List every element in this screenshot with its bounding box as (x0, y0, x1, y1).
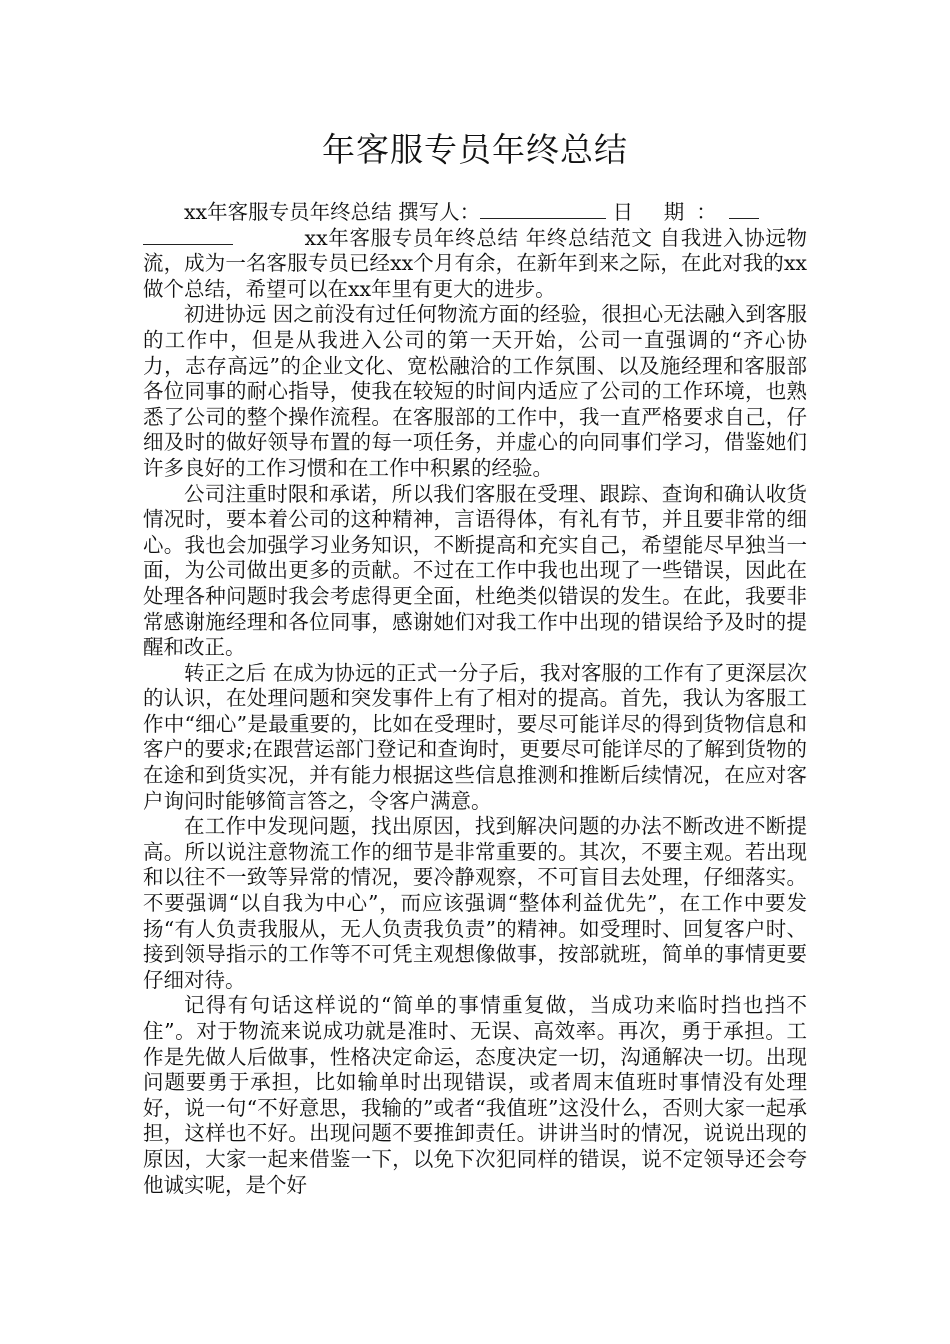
paragraph-1: 初进协远 因之前没有过任何物流方面的经验，很担心无法融入到客服的工作中，但是从我进入公司的第一天开始，公司一直强调的“齐心协力，志存高远”的企业文化、宽松融洽的工作氛围、以及施经理和客服部各位同事的耐心指导，使我在较短的时间内适应了公司的工作环境，也熟悉了公司的整个操作流程。在客服部的工作中，我一直严格要求自己，仔细及时的做好领导布置的每一项任务，并虚心的向同事们学习，借鉴她们许多良好的工作习惯和在工作中积累的经验。 (143, 302, 807, 480)
document-title: 年客服专员年终总结 (322, 130, 628, 169)
paragraph-5: 记得有句话这样说的“简单的事情重复做，当成功来临时挡也挡不住”。对于物流来说成功就是准时、无误、高效率。再次，勇于承担。工作是先做人后做事，性格决定命运，态度决定一切，沟通解决一切。出现问题要勇于承担，比如输单时出现错误，或者周末值班时事情没有处理好，说一句“不好意思，我输的”或者“我值班”这没什么，否则大家一起承担，这样也不好。出现问题不要推卸责任。讲讲当时的情况，说说出现的原因，大家一起来借鉴一下，以免下次犯同样的错误，说不定领导还会夸他诚实呢，是个好 (143, 993, 807, 1197)
document-body (143, 200, 807, 1198)
header-lead: xx年客服专员年终总结 撰写人： (184, 200, 481, 224)
paragraph-4: 在工作中发现问题，找出原因，找到解决问题的办法不断改进不断提高。所以说注意物流工作的细节是非常重要的。其次，不要主观。若出现和以往不一致等异常的情况，要冷静观察，不可盲目去处理，仔细落实。不要强调“以自我为中心”，而应该强调“整体利益优先”，在工作中要发扬“有人负责我服从，无人负责我负责”的精神。如受理时、回复客户时、接到领导指示的工作等不可凭主观想像做事，按部就班，简单的事情更要仔细对待。 (143, 814, 807, 992)
author-blank (480, 200, 606, 219)
date-label: 日 期： (612, 200, 729, 224)
intro-paragraph: xx年客服专员年终总结 年终总结范文 自我进入协远物流，成为一名客服专员已经xx个月有余，在新年到来之际，在此对我的xx做个总结，希望可以在xx年里有更大的进步。 (143, 225, 807, 301)
date-blank-1 (729, 200, 759, 219)
paragraph-3: 转正之后 在成为协远的正式一分子后，我对客服的工作有了更深层次的认识，在处理问题和突发事件上有了相对的提高。首先，我认为客服工作中“细心”是最重要的，比如在受理时，要尽可能详尽的得到货物信息和客户的要求;在跟营运部门登记和查询时，更要尽可能详尽的了解到货物的在途和到货实况，并有能力根据这些信息推测和推断后续情况，在应对客户询问时能够简言答之，令客户满意。 (143, 660, 807, 813)
date-blank-2 (143, 226, 233, 245)
header-line (143, 200, 807, 302)
paragraph-2: 公司注重时限和承诺，所以我们客服在受理、跟踪、查询和确认收货情况时，要本着公司的这种精神，言语得体，有礼有节，并且要非常的细心。我也会加强学习业务知识，不断提高和充实自己，希望能尽早独当一面，为公司做出更多的贡献。不过在工作中我也出现了一些错误，因此在处理各种问题时我会考虑得更全面，杜绝类似错误的发生。在此，我要非常感谢施经理和各位同事，感谢她们对我工作中出现的错误给予及时的提醒和改正。 (143, 481, 807, 660)
